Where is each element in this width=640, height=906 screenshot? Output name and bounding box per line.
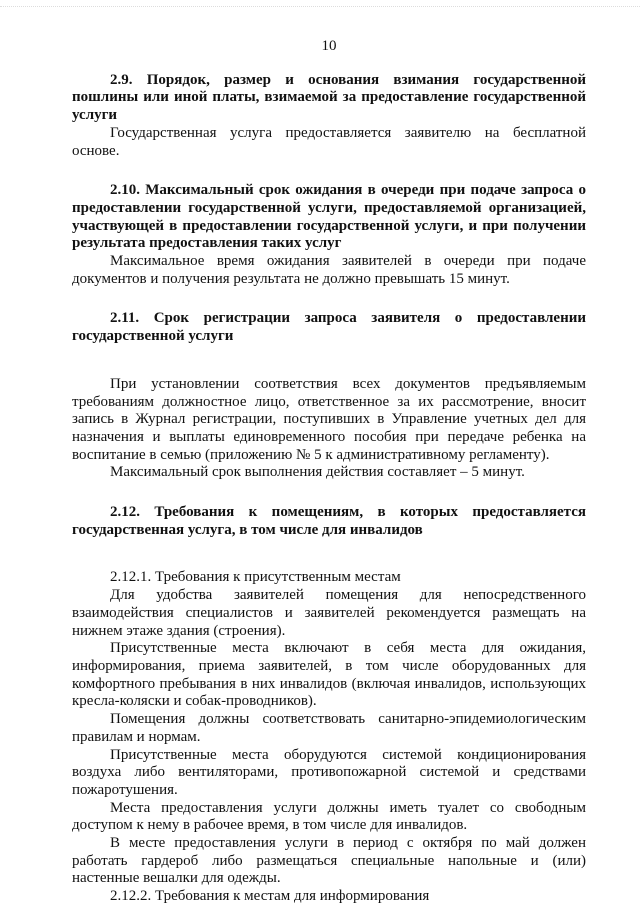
section-2-11-paragraph: При установлении соответствия всех документов предъявляемым требованиям должностное лицо, ответственное за их рассмотрение, вносит запись в Журнал регистрации, поступивших в Управление учетных дел для назначения и выплаты единовременного пособия при передаче ребенка на воспитание в семью (приложению № 5 к административному регламенту).: [72, 375, 586, 463]
section-2-11-heading: 2.11. Срок регистрации запроса заявителя о предоставлении государственной услуги: [72, 310, 586, 345]
section-2-10-paragraph: Максимальное время ожидания заявителей в очереди при подаче документов и получения результата не должно превышать 15 минут.: [72, 253, 586, 287]
scan-edge: [0, 6, 640, 8]
section-2-9-heading: 2.9. Порядок, размер и основания взимания государственной пошлины или иной платы, взимаемой за предоставление государственной услуги: [72, 71, 586, 124]
document-page: [72, 38, 586, 906]
subsection-2-12-2-title: 2.12.2. Требования к местам для информирования: [110, 888, 430, 905]
section-2-12-paragraph: В месте предоставления услуги в период с октября по май должен работать гардероб либо размещаться специальные напольные и (или) настенные вешалки для одежды.: [72, 835, 586, 887]
section-2-10-heading: 2.10. Максимальный срок ожидания в очереди при подаче запроса о предоставлении государственной услуги, предоставляемой организацией, участвующей в предоставлении государственной услуги, и при получении результата предоставления таких услуг: [72, 182, 586, 252]
section-2-12-paragraph: Для удобства заявителей помещения для непосредственного взаимодействия специалистов и заявителей рекомендуется размещать на нижнем этаже здания (строения).: [72, 587, 586, 639]
section-2-12-paragraph: Места предоставления услуги должны иметь туалет со свободным доступом к нему в рабочее время, в том числе для инвалидов.: [72, 799, 586, 834]
subsection-2-12-1-title: 2.12.1. Требования к присутственным местам: [110, 569, 401, 586]
section-2-12-paragraph: Присутственные места оборудуются системой кондиционирования воздуха либо вентиляторами, противопожарной системой и средствами пожаротушения.: [72, 746, 586, 798]
page-number: 10: [321, 38, 337, 54]
section-2-9-paragraph: Государственная услуга предоставляется заявителю на бесплатной основе.: [72, 124, 586, 159]
section-2-12-paragraph: Присутственные места включают в себя места для ожидания, информирования, приема заявителей, в том числе оборудованных для комфортного пребывания в них инвалидов (включая инвалидов, использующих кресла-коляски и собак-проводников).: [72, 640, 586, 710]
section-2-12-heading: 2.12. Требования к помещениям, в которых предоставляется государственная услуга, в том числе для инвалидов: [72, 504, 586, 538]
section-2-11-paragraph: Максимальный срок выполнения действия составляет – 5 минут.: [110, 464, 525, 481]
section-2-12-paragraph: Помещения должны соответствовать санитарно-эпидемиологическим правилам и нормам.: [72, 711, 586, 745]
